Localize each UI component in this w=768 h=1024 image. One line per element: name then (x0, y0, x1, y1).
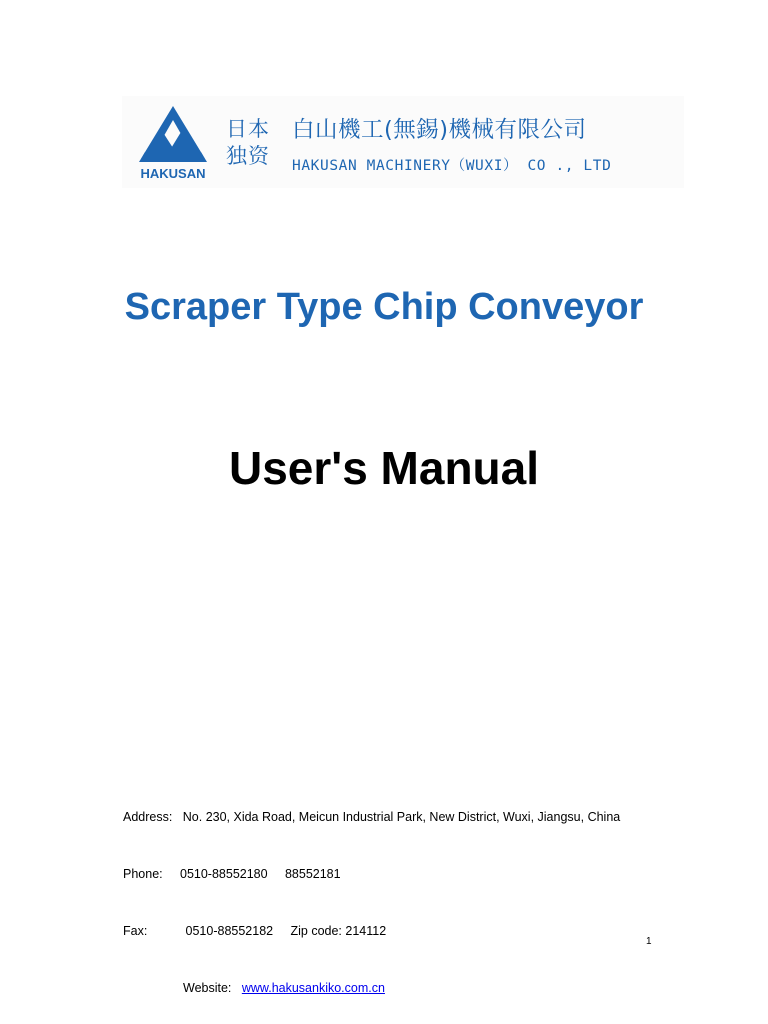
phone-label: Phone: (123, 867, 163, 881)
contact-block (123, 770, 620, 1017)
document-title: Scraper Type Chip Conveyor (124, 286, 644, 328)
website-row (123, 979, 620, 998)
document-subtitle: User's Manual (228, 442, 540, 494)
address-row (123, 808, 620, 827)
website-label: Website: (183, 981, 232, 995)
address-label: Address: (123, 810, 173, 824)
mountain-logo-icon (137, 104, 209, 182)
zip-label: Zip code: (290, 924, 342, 938)
page-number: 1 (646, 936, 652, 947)
fax-value: 0510-88552182 (185, 924, 274, 938)
zip-value: 214112 (345, 924, 387, 938)
letterhead (122, 96, 684, 188)
phone-value-2: 88552181 (284, 867, 341, 881)
address-value: No. 230, Xida Road, Meicun Industrial Park, New District, Wuxi, Jiangsu, China (182, 810, 621, 824)
phone-row (123, 865, 620, 884)
hakusan-logo (137, 104, 209, 182)
logo-text: HAKUSAN (140, 166, 206, 181)
phone-value: 0510-88552180 (180, 867, 268, 881)
company-name-chinese: 白山機工(無錫)機械有限公司 (292, 117, 587, 143)
company-name-english: HAKUSAN MACHINERY（WUXI） CO ., LTD (292, 158, 612, 174)
website-link[interactable]: www.hakusankiko.com.cn (241, 981, 385, 995)
japan-owned-tag: 日本独资 (226, 117, 270, 168)
fax-label: Fax: (123, 924, 148, 938)
fax-row (123, 922, 620, 941)
